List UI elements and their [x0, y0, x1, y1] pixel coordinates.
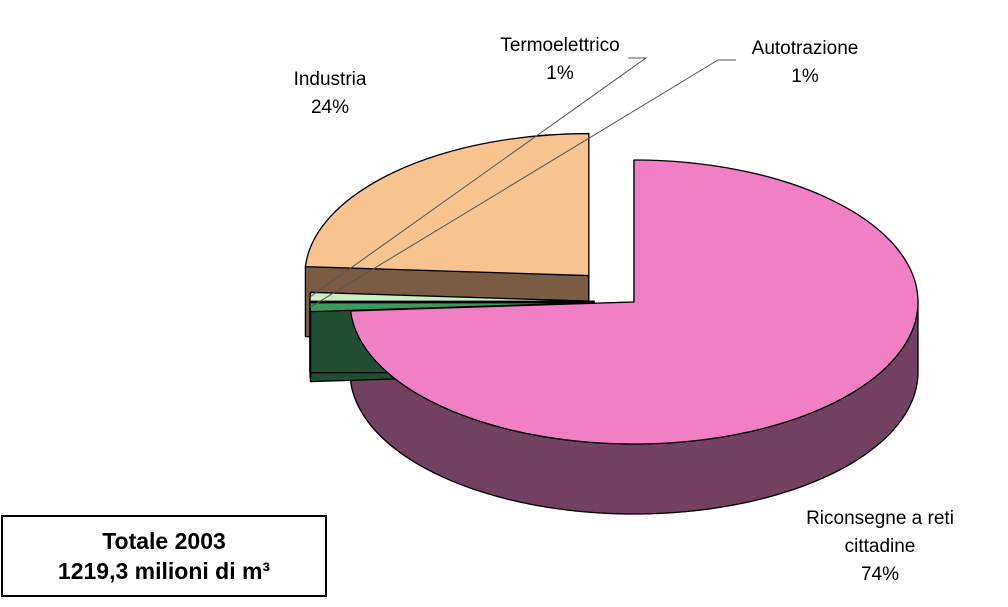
category-label-industria: Industria: [293, 69, 367, 90]
value-label-autotrazione: 1%: [791, 66, 819, 87]
slice-industria: [305, 134, 588, 276]
value-label-industria: 24%: [310, 97, 350, 118]
category-label-riconsegne-line2: cittadine: [844, 536, 916, 557]
slice-side-autotrazione: [310, 303, 311, 382]
category-label-termoelettrico: Termoelettrico: [500, 35, 620, 56]
data-label-riconsegne: [760, 505, 1000, 589]
value-label-termoelettrico: 1%: [546, 63, 574, 84]
data-label-industria: [230, 66, 430, 122]
total-box: [1, 515, 327, 597]
data-label-autotrazione: [705, 35, 905, 91]
total-value: 1219,3 milioni di m³: [57, 558, 271, 584]
total-title: Totale 2003: [102, 528, 226, 554]
category-label-autotrazione: Autotrazione: [751, 38, 859, 59]
value-label-riconsegne: 74%: [860, 564, 900, 585]
data-label-termoelettrico: [460, 32, 660, 88]
category-label-riconsegne-line1: Riconsegne a reti: [806, 508, 954, 529]
